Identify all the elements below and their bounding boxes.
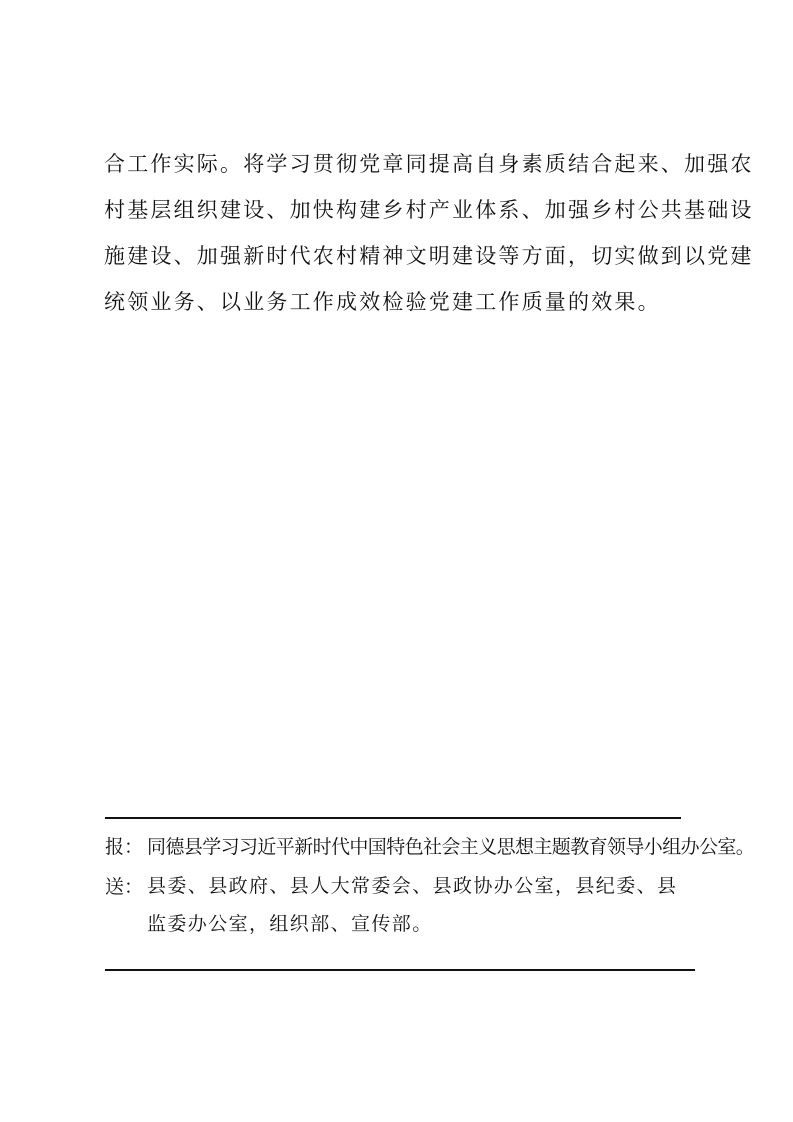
send-label: 送： xyxy=(105,876,144,898)
send-recipients-line: 县委、县政府、县人大常委会、县政协办公室，县纪委、县 xyxy=(147,875,678,897)
body-line: 合工作实际。将学习贯彻党章同提高自身素质结合起来、加强农 xyxy=(104,152,754,176)
top-divider xyxy=(105,817,681,819)
distribution-block xyxy=(105,827,755,943)
send-recipients-line: 监委办公室，组织部、宣传部。 xyxy=(147,913,433,935)
send-row xyxy=(105,867,705,943)
body-line: 村基层组织建设、加快构建乡村产业体系、加强乡村公共基础设 xyxy=(104,198,754,222)
report-label: 报： xyxy=(105,836,144,858)
body-line: 统领业务、以业务工作成效检验党建工作质量的效果。 xyxy=(104,290,661,314)
body-line: 施建设、加强新时代农村精神文明建设等方面，切实做到以党建 xyxy=(104,244,754,268)
report-recipients: 同德县学习习近平新时代中国特色社会主义思想主题教育领导小组办公室。 xyxy=(147,836,755,858)
report-row xyxy=(105,827,755,867)
body-paragraph xyxy=(104,141,754,325)
send-recipients xyxy=(147,867,705,943)
bottom-divider xyxy=(105,969,695,971)
